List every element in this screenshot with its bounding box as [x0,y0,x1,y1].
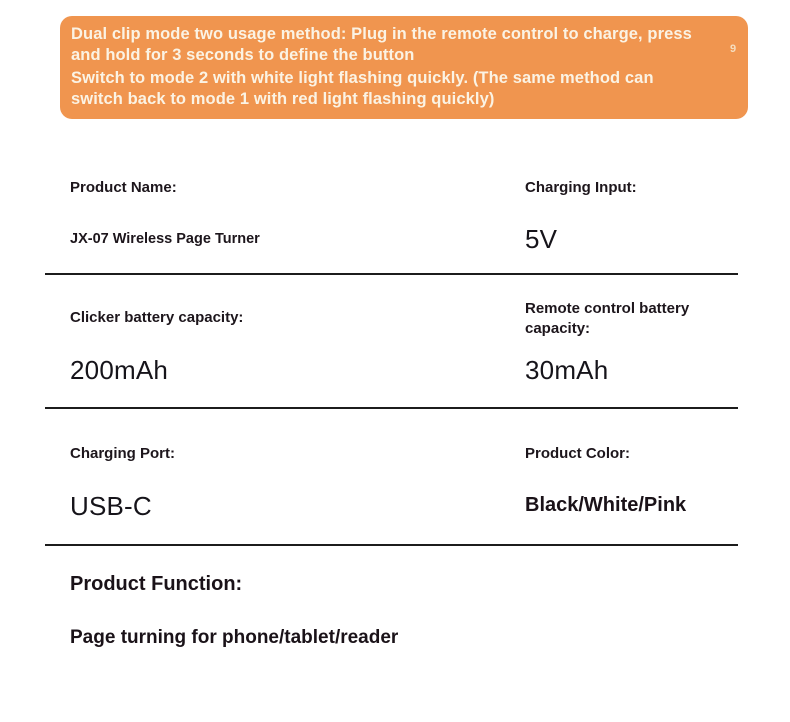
banner-paragraph-mode-switch [71,68,734,109]
product-name-label: Product Name: [70,179,177,196]
charging-port-value: USB-C [70,491,152,521]
banner-text-line: and hold for 3 seconds to define the button [71,45,415,64]
product-function-value: Page turning for phone/tablet/reader [70,627,399,648]
remote-battery-label: Remote control battery capacity: [525,300,690,337]
row-divider [45,273,738,275]
clicker-battery-value: 200mAh [70,355,169,385]
clicker-battery-label: Clicker battery capacity: [70,309,244,326]
row-divider [45,544,738,546]
product-color-value: Black/White/Pink [525,494,687,516]
usage-instruction-banner [60,16,748,119]
banner-paragraph-dual-clip-mode [71,24,737,65]
banner-text-line: switch back to mode 1 with red light flashing quickly) [71,89,495,108]
product-name-value: JX-07 Wireless Page Turner [70,231,260,247]
charging-port-label: Charging Port: [70,445,175,462]
remote-battery-value: 30mAh [525,355,609,385]
charging-input-label: Charging Input: [525,179,637,196]
product-color-label: Product Color: [525,445,630,462]
charging-input-value: 5V [525,224,558,254]
product-function-label: Product Function: [70,573,243,595]
banner-text-line: Switch to mode 2 with white light flashing quickly. (The same method can [71,69,654,87]
banner-stray-glyph: 9 [730,43,737,55]
banner-text-line: Dual clip mode two usage method: Plug in the remote control to charge, press [71,25,692,43]
row-divider [45,407,738,409]
